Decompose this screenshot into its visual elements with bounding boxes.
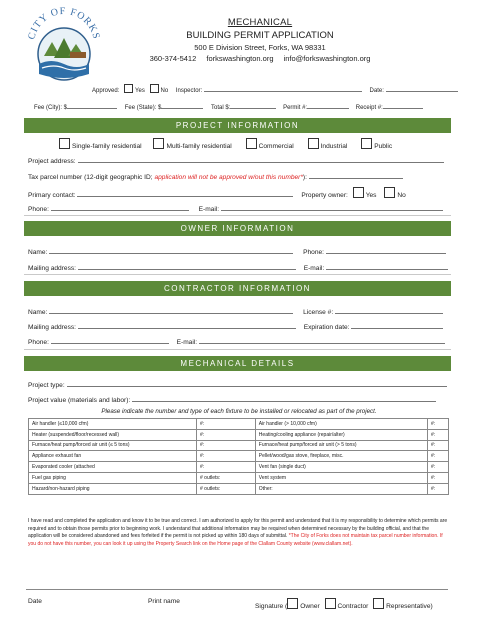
approved-yes-checkbox[interactable]	[124, 84, 133, 93]
property-owner-label: Property owner:	[301, 192, 348, 199]
license-label: License #:	[303, 309, 334, 316]
project-phone-label: Phone:	[28, 206, 49, 213]
fee-state-label: Fee (State): $	[124, 105, 162, 111]
fixture-row	[29, 451, 449, 462]
fixture-count-cell[interactable]: #:	[427, 472, 448, 483]
fixture-count-cell[interactable]: #:	[197, 440, 256, 451]
signature-label: Signature (	[255, 603, 288, 610]
approval-row	[92, 84, 458, 94]
fee-city-label: Fee (City): $	[34, 105, 68, 111]
project-address-field[interactable]	[78, 155, 444, 163]
contractor-email-field[interactable]	[199, 336, 445, 344]
inspector-field[interactable]	[204, 84, 362, 92]
fixture-type-cell: Hazard/non-hazard piping	[29, 483, 197, 494]
fixture-type-cell: Evaporated cooler (attached	[29, 462, 197, 473]
owner-phone-label: Phone:	[303, 249, 325, 256]
owner-name-label: Name:	[28, 249, 48, 256]
fixture-type-cell: Pellet/wood/gas stove, fireplace, misc.	[255, 451, 427, 462]
fixture-type-cell: Vent fan (single duct)	[255, 462, 427, 473]
project-value-label: Project value (materials and labor):	[28, 397, 131, 404]
signer-owner-label: Owner	[300, 603, 320, 610]
project-value-row	[28, 394, 436, 404]
fixture-count-cell[interactable]: #:	[197, 462, 256, 473]
parcel-label-end: ):	[302, 174, 307, 181]
project-address-row	[28, 155, 444, 165]
approved-no-label: No	[160, 88, 169, 94]
owner-mailing-field[interactable]	[78, 262, 296, 270]
fixture-type-cell: Air handler (> 10,000 cfm)	[255, 419, 427, 430]
signer-representative-checkbox[interactable]	[373, 598, 384, 609]
owner-email-label: E-mail:	[303, 265, 325, 272]
city-phone: 360-374-5412	[149, 54, 197, 63]
contractor-name-row	[28, 306, 443, 316]
city-of-forks-logo	[24, 4, 104, 84]
signature-line[interactable]	[26, 589, 448, 590]
fixture-count-cell[interactable]: #:	[197, 429, 256, 440]
owner-email-field[interactable]	[326, 262, 448, 270]
owner-mailing-row	[28, 262, 448, 272]
primary-contact-label: Primary contact:	[28, 192, 76, 199]
fixture-table	[28, 418, 449, 495]
office-date-field[interactable]	[386, 84, 458, 92]
fixture-count-cell[interactable]: #:	[427, 462, 448, 473]
approved-no-checkbox[interactable]	[150, 84, 159, 93]
parcel-warning: application will not be approved w/out this number*	[154, 174, 303, 181]
primary-contact-field[interactable]	[77, 189, 293, 197]
commercial-checkbox[interactable]	[246, 138, 257, 149]
contractor-mailing-label: Mailing address:	[28, 324, 77, 331]
signer-contractor-checkbox[interactable]	[325, 598, 336, 609]
fixture-count-cell[interactable]: #:	[427, 429, 448, 440]
property-owner-no-label: No	[397, 192, 406, 199]
project-email-label: E-mail:	[198, 206, 220, 213]
inspector-label: Inspector:	[175, 88, 203, 94]
signature-print-name-label: Print name	[148, 598, 180, 605]
signature-date-label: Date	[28, 598, 42, 605]
fixture-count-cell[interactable]: #:	[427, 419, 448, 430]
fixture-type-cell: Other:	[255, 483, 427, 494]
project-phone-field[interactable]	[51, 203, 189, 211]
industrial-checkbox[interactable]	[308, 138, 319, 149]
fixture-count-cell[interactable]: #:	[427, 440, 448, 451]
fixture-row	[29, 462, 449, 473]
property-owner-no-checkbox[interactable]	[384, 187, 395, 198]
fixture-type-cell: Heating/cooling appliance (repair/alter)	[255, 429, 427, 440]
divider	[24, 215, 451, 216]
license-field[interactable]	[335, 306, 443, 314]
signer-contractor-label: Contractor	[337, 603, 369, 610]
certification-text: I have read and completed the application and know it to be true and correct. I am authorized to apply for this permit and understand that it is my responsibility to determine which permits are required and to obtain those permits prior to beginning work. I understand that additional information may be required when determined necessary by the building official, and that the application will be considered abandoned and fees forfeited if the permit is not picked up within 180 days of submittal.	[28, 518, 448, 540]
city-email[interactable]: info@forkswashington.org	[283, 54, 371, 63]
section-owner-information: OWNER INFORMATION	[24, 221, 451, 236]
project-type-label: Project type:	[28, 382, 65, 389]
fixture-count-cell[interactable]: # outlets:	[197, 472, 256, 483]
receipt-field[interactable]	[383, 101, 423, 109]
project-type-field-row	[28, 379, 447, 389]
fixture-row	[29, 419, 449, 430]
form-subtitle: BUILDING PERMIT APPLICATION	[186, 30, 334, 41]
signer-representative-label: Representative)	[386, 603, 433, 610]
expiration-label: Expiration date:	[303, 324, 350, 331]
office-date-label: Date:	[369, 88, 384, 94]
contractor-email-label: E-mail:	[176, 339, 198, 346]
fixture-count-cell[interactable]: #:	[197, 451, 256, 462]
contact-line	[110, 54, 410, 63]
fixture-count-cell[interactable]: # outlets:	[197, 483, 256, 494]
single-family-label: Single-family residential	[72, 143, 142, 150]
certification-statement	[28, 518, 452, 548]
public-label: Public	[374, 143, 393, 150]
fixture-type-cell: Air handler (≤10,000 cfm)	[29, 419, 197, 430]
contractor-name-label: Name:	[28, 309, 48, 316]
contractor-name-field[interactable]	[49, 306, 293, 314]
city-address: 500 E Division Street, Forks, WA 98331	[194, 43, 326, 52]
fixture-type-cell: Vent system	[255, 472, 427, 483]
property-owner-yes-label: Yes	[365, 192, 377, 199]
fixture-count-cell[interactable]: #:	[197, 419, 256, 430]
approved-label: Approved:	[92, 88, 120, 94]
fixture-count-cell[interactable]: #:	[427, 483, 448, 494]
contractor-contact-row	[28, 336, 445, 346]
section-contractor-information: CONTRACTOR INFORMATION	[24, 281, 451, 296]
project-value-field[interactable]	[132, 394, 436, 402]
project-email-field[interactable]	[221, 203, 443, 211]
parcel-label: Tax parcel number (12-digit geographic ID;	[28, 174, 153, 181]
fixture-row	[29, 483, 449, 494]
fees-row	[34, 101, 423, 111]
fixture-row	[29, 429, 449, 440]
industrial-label: Industrial	[320, 143, 348, 150]
fixture-row	[29, 472, 449, 483]
project-type-field[interactable]	[67, 379, 447, 387]
fixture-type-cell: Heater (suspended/floor/recessed wall)	[29, 429, 197, 440]
contractor-phone-label: Phone:	[28, 339, 49, 346]
fixture-type-cell: Fuel gas piping	[29, 472, 197, 483]
single-family-checkbox[interactable]	[59, 138, 70, 149]
signer-owner-checkbox[interactable]	[287, 598, 298, 609]
fixture-count-cell[interactable]: #:	[427, 451, 448, 462]
fee-city-field[interactable]	[67, 101, 117, 109]
project-address-label: Project address:	[28, 158, 76, 165]
section-mechanical-details: MECHANICAL DETAILS	[24, 356, 451, 371]
contractor-mailing-field[interactable]	[78, 321, 296, 329]
multi-family-label: Multi-family residential	[166, 143, 232, 150]
owner-name-row	[28, 246, 446, 256]
property-owner-yes-checkbox[interactable]	[353, 187, 364, 198]
fixture-type-cell: Appliance exhaust fan	[29, 451, 197, 462]
multi-family-checkbox[interactable]	[153, 138, 164, 149]
public-checkbox[interactable]	[361, 138, 372, 149]
signature-role-row	[255, 598, 433, 610]
divider	[24, 349, 451, 350]
fixture-type-cell: Furnace/heat pump/forced air unit (> 5 tons)	[255, 440, 427, 451]
total-label: Total $:	[211, 105, 231, 111]
project-contact-row	[28, 203, 443, 213]
form-title: MECHANICAL	[227, 17, 293, 28]
fixture-instruction: Please indicate the number and type of each fixture to be installed or relocated as part of the project.	[101, 408, 377, 415]
parcel-field[interactable]	[309, 171, 403, 179]
owner-mailing-label: Mailing address:	[28, 265, 77, 272]
fixture-row	[29, 440, 449, 451]
receipt-label: Receipt #:	[355, 105, 383, 111]
parcel-row	[28, 171, 403, 181]
commercial-label: Commercial	[258, 143, 294, 150]
approved-yes-label: Yes	[135, 88, 145, 94]
project-type-row	[56, 138, 392, 150]
primary-contact-row	[28, 187, 406, 199]
fixture-type-cell: Furnace/heat pump/forced air unit (≤ 5 tons)	[29, 440, 197, 451]
parcel-footnote: *The City of Forks does not maintain tax parcel number information. If you do not have this number, you can look it up using the Property Search link on the Home page of the Clallam County website (www.clallam.net).	[28, 533, 443, 547]
permit-label: Permit #:	[283, 105, 308, 111]
owner-phone-field[interactable]	[326, 246, 446, 254]
contractor-mailing-row	[28, 321, 443, 331]
contractor-phone-field[interactable]	[51, 336, 169, 344]
total-field[interactable]	[230, 101, 276, 109]
fee-state-field[interactable]	[161, 101, 203, 109]
owner-name-field[interactable]	[49, 246, 293, 254]
permit-field[interactable]	[307, 101, 349, 109]
expiration-field[interactable]	[351, 321, 443, 329]
divider	[24, 274, 451, 275]
city-website[interactable]: forkswashington.org	[206, 54, 274, 63]
svg-text:CITY OF FORKS: CITY OF FORKS	[26, 5, 102, 41]
section-project-information: PROJECT INFORMATION	[24, 118, 451, 133]
